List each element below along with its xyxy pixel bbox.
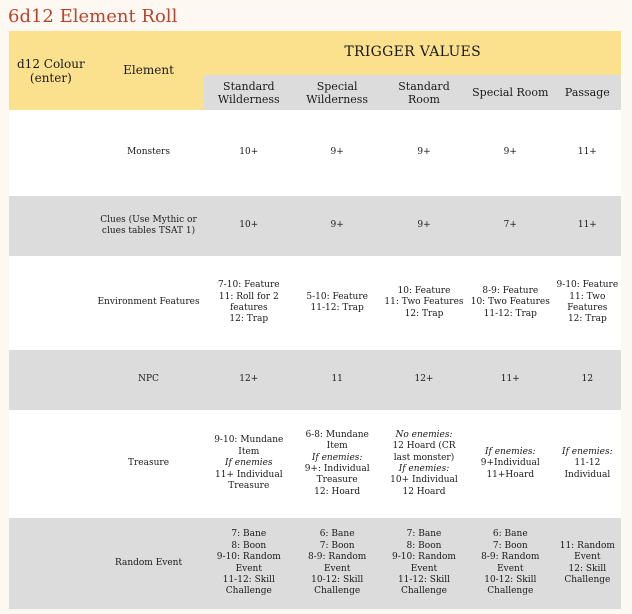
colour-cell	[9, 350, 93, 410]
header-trigger-values: TRIGGER VALUES	[344, 44, 481, 61]
value-cell: 11+	[467, 350, 554, 410]
value-cell: 12+	[204, 350, 293, 410]
value-cell: 8-9: Feature 10: Two Features 11-12: Trap	[467, 256, 554, 350]
value-cell: 9+	[293, 110, 381, 196]
table-row-environment	[9, 256, 621, 350]
value-cell: 9+	[467, 110, 554, 196]
element-cell: Clues (Use Mythic or clues tables TSAT 1)	[93, 196, 205, 256]
element-roll-table	[9, 31, 621, 609]
element-cell: Random Event	[93, 518, 205, 609]
value-cell: 12+	[381, 350, 467, 410]
value-cell: No enemies: 12 Hoard (CR last monster) If enemies: 10+ Individual 12 Hoard	[381, 410, 467, 518]
header-col-standard-wilderness: Standard Wilderness	[204, 75, 293, 110]
header-col-passage: Passage	[554, 75, 621, 110]
table-row-random-event	[9, 518, 621, 609]
value-cell: 7: Bane 8: Boon 9-10: Random Event 11-12: Skill Challenge	[204, 518, 293, 609]
value-cell: 10+	[204, 110, 293, 196]
value-cell: 6-8: Mundane Item If enemies: 9+: Individual Treasure 12: Hoard	[293, 410, 381, 518]
header-col-special-wilderness: Special Wilderness	[293, 75, 381, 110]
colour-cell	[9, 196, 93, 256]
table-row-treasure	[9, 410, 621, 518]
table-row-monsters	[9, 110, 621, 196]
value-cell: 12	[554, 350, 621, 410]
value-cell: 9+	[293, 196, 381, 256]
header-element: Element	[123, 62, 174, 77]
value-cell: 11+	[554, 196, 621, 256]
header-col-special-room: Special Room	[467, 75, 554, 110]
table-row-clues	[9, 196, 621, 256]
header-col-standard-room: Standard Room	[381, 75, 467, 110]
value-cell: If enemies: 9+Individual 11+Hoard	[467, 410, 554, 518]
element-cell: Environment Features	[93, 256, 205, 350]
value-cell: 9+	[381, 196, 467, 256]
value-cell: 9-10: Feature 11: Two Features 12: Trap	[554, 256, 621, 350]
element-cell: Treasure	[93, 410, 205, 518]
colour-cell	[9, 256, 93, 350]
value-cell: 5-10: Feature 11-12: Trap	[293, 256, 381, 350]
value-cell: 11+	[554, 110, 621, 196]
header-colour: d12 Colour (enter)	[17, 57, 85, 85]
element-cell: Monsters	[93, 110, 205, 196]
value-cell: 11	[293, 350, 381, 410]
value-cell: If enemies: 11-12 Individual	[554, 410, 621, 518]
table-row-npc	[9, 350, 621, 410]
colour-cell	[9, 110, 93, 196]
value-cell: 10+	[204, 196, 293, 256]
value-cell: 6: Bane 7: Boon 8-9: Random Event 10-12: Skill Challenge	[467, 518, 554, 609]
value-cell: 9+	[381, 110, 467, 196]
element-cell: NPC	[93, 350, 205, 410]
colour-cell	[9, 518, 93, 609]
value-cell: 10: Feature 11: Two Features 12: Trap	[381, 256, 467, 350]
value-cell: 7: Bane 8: Boon 9-10: Random Event 11-12: Skill Challenge	[381, 518, 467, 609]
value-cell: 7-10: Feature 11: Roll for 2 features 12: Trap	[204, 256, 293, 350]
value-cell: 9-10: Mundane Item If enemies 11+ Individual Treasure	[204, 410, 293, 518]
value-cell: 6: Bane 7: Boon 8-9: Random Event 10-12: Skill Challenge	[293, 518, 381, 609]
value-cell: 7+	[467, 196, 554, 256]
value-cell: 11: Random Event 12: Skill Challenge	[554, 518, 621, 609]
page-title: 6d12 Element Roll	[8, 6, 178, 27]
colour-cell	[9, 410, 93, 518]
